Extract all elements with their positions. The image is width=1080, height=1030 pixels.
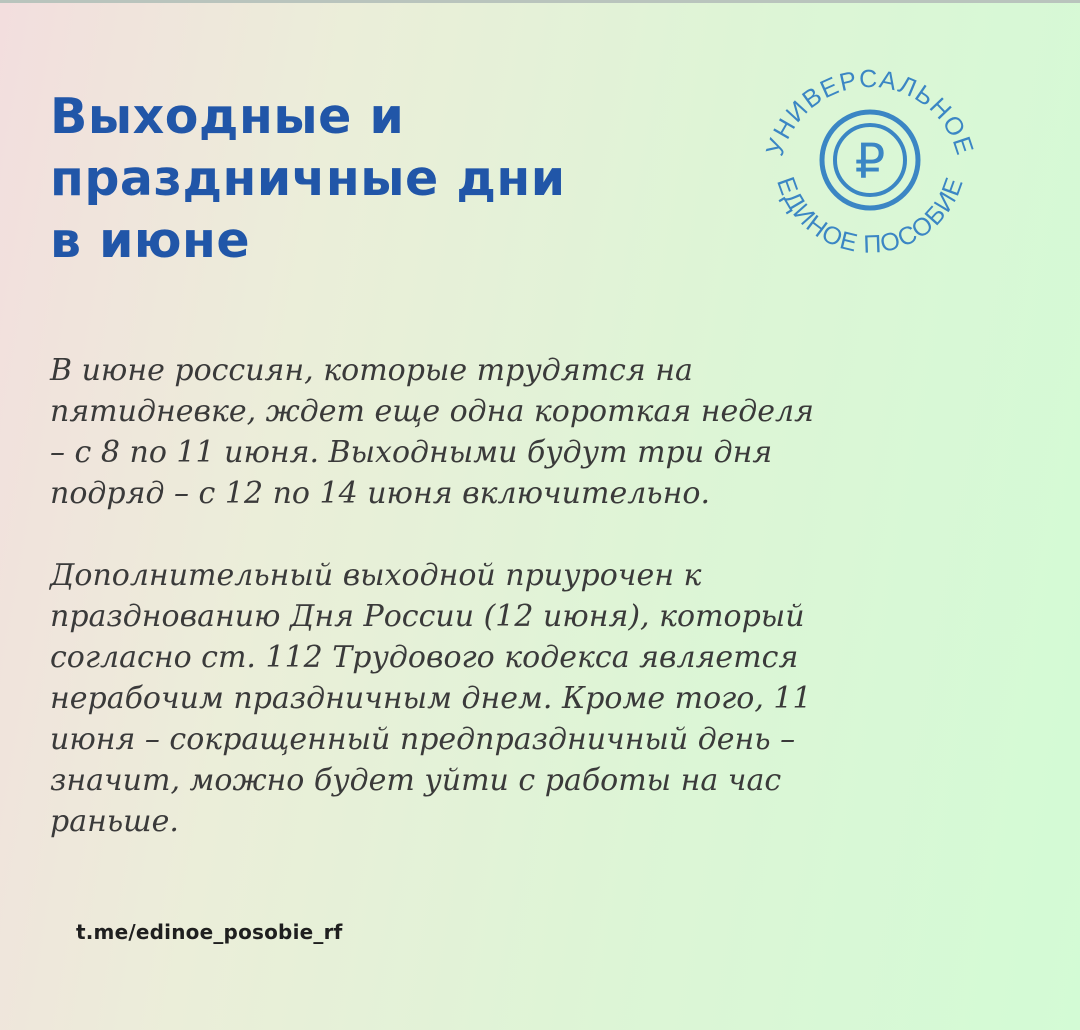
paragraph-2-line-3: согласно ст. 112 Трудового кодекса является (50, 640, 799, 675)
paragraph-2 (50, 555, 880, 842)
page-title (50, 86, 690, 272)
ruble-seal-icon (752, 46, 988, 282)
paragraph-2-line-4: нерабочим праздничным днем. Кроме того, 11 (50, 681, 812, 716)
telegram-channel-link[interactable]: t.me/edinoe_posobie_rf (76, 920, 343, 944)
title-line-1: Выходные и (50, 88, 405, 145)
logo-arc-bottom-text: ЕДИНОЕ ПОСОБИЕ (771, 173, 969, 259)
paragraph-1-line-4: подряд – с 12 по 14 июня включительно. (50, 476, 710, 511)
paragraph-2-line-2: празднованию Дня России (12 июня), который (50, 599, 805, 634)
title-line-2: праздничные дни (50, 150, 566, 207)
paragraph-2-line-5: июня – сокращенный предпраздничный день – (50, 722, 796, 757)
title-line-3: в июне (50, 212, 251, 269)
paragraph-1 (50, 350, 880, 514)
ruble-icon: ₽ (854, 134, 886, 190)
logo-arc-top-text: УНИВЕРСАЛЬНОЕ (760, 65, 980, 160)
paragraph-1-line-2: пятидневке, ждет еще одна короткая неделя (50, 394, 815, 429)
paragraph-2-line-7: раньше. (50, 804, 179, 839)
article-body (50, 350, 880, 842)
paragraph-2-line-6: значит, можно будет уйти с работы на час (50, 763, 782, 798)
top-divider (0, 0, 1080, 3)
paragraph-1-line-1: В июне россиян, которые трудятся на (50, 353, 693, 388)
paragraph-2-line-1: Дополнительный выходной приурочен к (50, 558, 702, 593)
paragraph-1-line-3: – с 8 по 11 июня. Выходными будут три дня (50, 435, 773, 470)
